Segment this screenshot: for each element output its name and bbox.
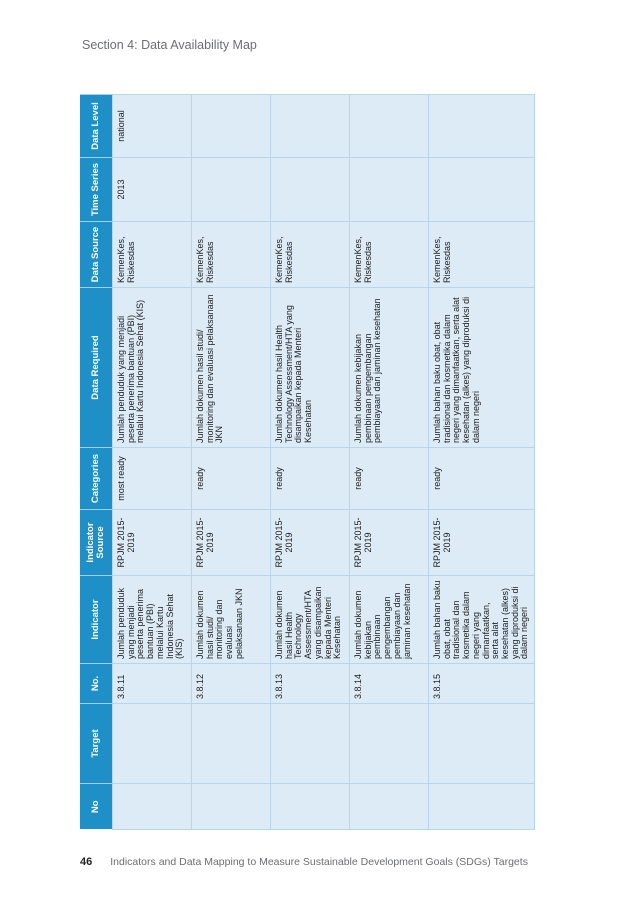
cell-number: 3.8.13 [271, 664, 350, 704]
cell-data-required: Jumlah bahan baku obat, obat tradisional dan kosmetika dalam negeri yang dimanfaatkan, serta alat kesehatan (alkes) yang diproduksi di dalam negeri [429, 288, 535, 448]
cell-data-source: KemenKes, Riskesdas [271, 222, 350, 288]
section-title: Section 4: Data Availability Map [82, 38, 257, 52]
col-header-data-level: Data Level [80, 95, 113, 158]
table-row [192, 95, 271, 830]
cell-time-series [192, 158, 271, 222]
col-header-data-source: Data Source [80, 222, 113, 288]
cell-data-level [192, 95, 271, 158]
cell-number: 3.8.14 [350, 664, 429, 704]
cell-no [429, 784, 535, 830]
document-title: Indicators and Data Mapping to Measure Sustainable Development Goals (SDGs) Targets [110, 856, 528, 868]
cell-data-level [429, 95, 535, 158]
cell-data-source: KemenKes, Riskesdas [429, 222, 535, 288]
cell-indicator: Jumlah dokumen hasil studi/ monitoring dan evaluasi pelaksanaan JKN [192, 576, 271, 664]
col-header-indicator: Indicator [80, 576, 113, 664]
cell-indicator-source: RPJM 2015-2019 [350, 510, 429, 576]
col-header-number: No. [80, 664, 113, 704]
cell-indicator: Jumlah penduduk yang menjadi peserta penerima bantuan (PBI) melalui Kartu Indonesia Sehat (KIS) [113, 576, 192, 664]
cell-no [350, 784, 429, 830]
cell-target [192, 704, 271, 784]
cell-number: 3.8.15 [429, 664, 535, 704]
cell-number: 3.8.12 [192, 664, 271, 704]
table-row [429, 95, 535, 830]
cell-data-source: KemenKes, Riskesdas [350, 222, 429, 288]
cell-data-required: Jumlah penduduk yang menjadi peserta penerima bantuan (PBI) melalui Kartu Indonesia Sehat (KIS) [113, 288, 192, 448]
cell-indicator-source: RPJM 2015-2019 [271, 510, 350, 576]
col-header-no: No [80, 784, 113, 830]
cell-no [113, 784, 192, 830]
col-header-time-series: Time Series [80, 158, 113, 222]
cell-indicator-source: RPJM 2015-2019 [192, 510, 271, 576]
cell-data-required: Jumlah dokumen hasil studi/ monitoring dan evaluasi pelaksanaan JKN [192, 288, 271, 448]
table-row [350, 95, 429, 830]
cell-data-required: Jumlah dokumen kebijakan pembinaan pengembangan pembiayaan dan jaminan kesehatan [350, 288, 429, 448]
data-availability-table [80, 94, 535, 830]
cell-time-series [271, 158, 350, 222]
cell-number: 3.8.11 [113, 664, 192, 704]
cell-indicator-source: RPJM 2015-2019 [113, 510, 192, 576]
data-availability-table-wrapper [80, 95, 558, 830]
col-header-categories: Categories [80, 448, 113, 510]
cell-target [271, 704, 350, 784]
cell-categories: ready [271, 448, 350, 510]
col-header-target: Target [80, 704, 113, 784]
cell-no [271, 784, 350, 830]
table-header-row [80, 95, 113, 830]
cell-indicator: Jumlah dokumen hasil Health Technology Assessment/HTA yang disampaikan kepada Menteri Kesehatan [271, 576, 350, 664]
cell-data-level [271, 95, 350, 158]
cell-data-required: Jumlah dokumen hasil Health Technology Assessment/HTA yang disampaikan kepada Menteri Kesehatan [271, 288, 350, 448]
cell-time-series [350, 158, 429, 222]
table-row [113, 95, 192, 830]
cell-data-source: KemenKes, Riskesdas [192, 222, 271, 288]
col-header-data-required: Data Required [80, 288, 113, 448]
rotated-table-container [80, 95, 558, 830]
cell-time-series [429, 158, 535, 222]
cell-data-level: national [113, 95, 192, 158]
cell-indicator-source: RPJM 2015-2019 [429, 510, 535, 576]
cell-categories: ready [192, 448, 271, 510]
cell-data-level [350, 95, 429, 158]
cell-categories: ready [350, 448, 429, 510]
cell-data-source: KemenKes, Riskesdas [113, 222, 192, 288]
cell-categories: most ready [113, 448, 192, 510]
cell-target [350, 704, 429, 784]
page-footer [80, 856, 528, 868]
page-number: 46 [80, 856, 93, 868]
cell-time-series: 2013 [113, 158, 192, 222]
cell-target [429, 704, 535, 784]
table-row [271, 95, 350, 830]
cell-indicator: Jumlah bahan baku obat, obat tradisional dan kosmetika dalam negeri yang dimanfaatkan, serta alat kesehatan (alkes) yang diproduksi di dalam negeri [429, 576, 535, 664]
cell-categories: ready [429, 448, 535, 510]
cell-target [113, 704, 192, 784]
col-header-indicator-source: Indicator Source [80, 510, 113, 576]
cell-indicator: Jumlah dokumen kebijakan pembinaan pengembangan pembiayaan dan jaminan kesehatan [350, 576, 429, 664]
cell-no [192, 784, 271, 830]
